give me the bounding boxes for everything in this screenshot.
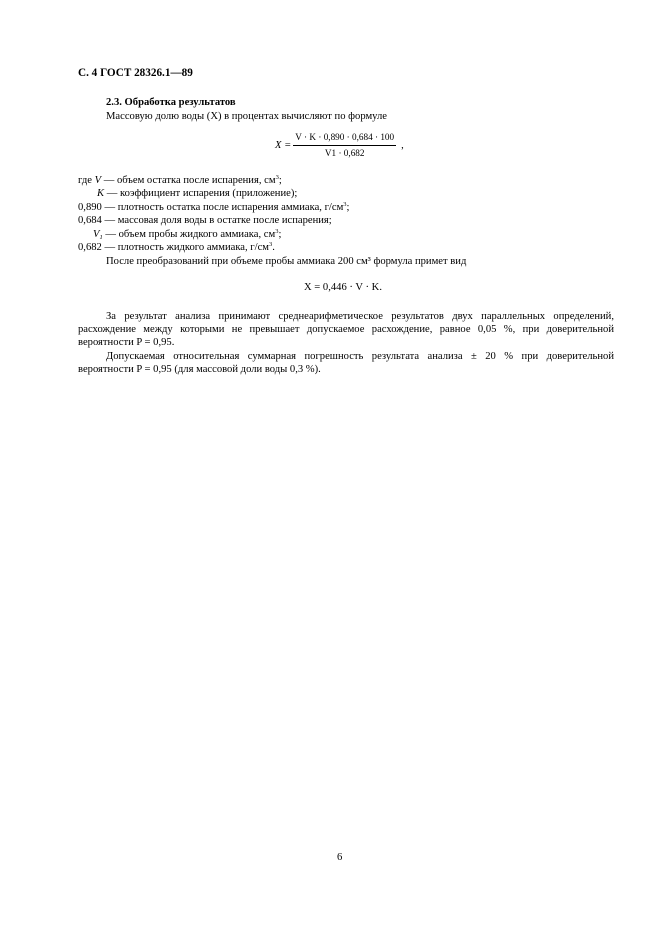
formula-fraction bbox=[293, 131, 396, 160]
def-unit-sup: 3 bbox=[343, 201, 347, 208]
def-unit-sup: 3 bbox=[269, 241, 273, 248]
error-paragraph: Допускаемая относительная суммарная погрешность результата анализа ± 20 % при доверительной вероятности P = 0,95 (для массовой доли воды 0,3 %). bbox=[78, 351, 614, 375]
def-end: ; bbox=[346, 202, 350, 213]
def-symbol: V bbox=[94, 175, 102, 186]
def-text: — массовая доля воды в остатке после испарения; bbox=[104, 215, 332, 226]
formula-trail: , bbox=[401, 140, 404, 151]
def-symbol: 0,682 bbox=[78, 242, 102, 253]
def-unit-sup: 3 bbox=[275, 228, 279, 235]
definition-row-0684 bbox=[78, 214, 332, 227]
formula-lhs: X = bbox=[275, 140, 292, 151]
def-symbol: 0,890 bbox=[78, 202, 102, 213]
def-symbol: 0,684 bbox=[78, 215, 102, 226]
def-text: — объем остатка после испарения, см bbox=[103, 175, 276, 186]
intro-text: Массовую долю воды (X) в процентах вычисляют по формуле bbox=[106, 111, 387, 122]
section-title: Обработка результатов bbox=[124, 97, 236, 108]
def-end: ; bbox=[278, 175, 282, 186]
def-text: — объем пробы жидкого аммиака, см bbox=[105, 229, 276, 240]
formula-denominator: V1 · 0,682 bbox=[324, 148, 365, 158]
section-number: 2.3. bbox=[106, 97, 122, 108]
page-header: С. 4 ГОСТ 28326.1—89 bbox=[78, 67, 193, 79]
definition-row-v1 bbox=[93, 228, 281, 241]
formula-numerator: V · K · 0,890 · 0,684 · 100 bbox=[293, 131, 396, 146]
section-heading bbox=[106, 96, 236, 109]
def-text: — коэффициент испарения (приложение); bbox=[106, 188, 298, 199]
definition-row-0890 bbox=[78, 201, 349, 214]
formula-simplified: X = 0,446 · V · K. bbox=[304, 282, 382, 293]
def-text: — плотность остатка после испарения аммиака, г/см bbox=[104, 202, 344, 213]
def-unit-sup: 3 bbox=[275, 174, 279, 181]
result-paragraph: За результат анализа принимают среднеарифметическое результатов двух параллельных определений, расхождение между которыми не превышает допускаемое расхождение, равное 0,05 %, при доверительной вероятности P = 0,95. bbox=[78, 311, 614, 348]
formula-main bbox=[275, 131, 404, 160]
transform-text: После преобразований при объеме пробы аммиака 200 см³ формула примет вид bbox=[106, 256, 467, 267]
page-number: 6 bbox=[337, 852, 343, 863]
definition-row-v bbox=[78, 174, 282, 187]
def-prefix: где bbox=[78, 175, 92, 186]
definition-row-0682 bbox=[78, 241, 275, 254]
def-symbol: $V_1$ bbox=[93, 229, 103, 241]
def-symbol: K bbox=[97, 188, 105, 199]
def-end: ; bbox=[278, 229, 282, 240]
def-end: . bbox=[272, 242, 275, 253]
definition-row-k bbox=[97, 187, 297, 200]
def-text: — плотность жидкого аммиака, г/см bbox=[104, 242, 269, 253]
